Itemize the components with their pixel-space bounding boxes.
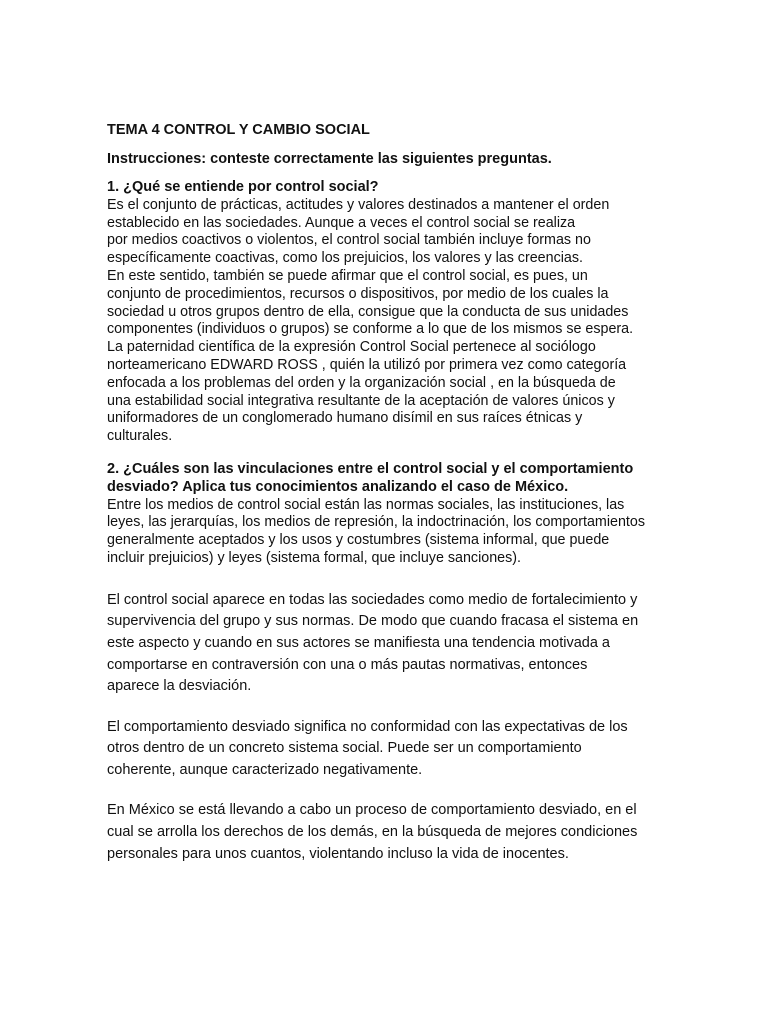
answer-1-text — [107, 197, 667, 446]
question-2-heading — [107, 461, 667, 497]
answer-1-line: culturales. — [107, 428, 173, 445]
answer-2-paragraph-3 — [107, 800, 667, 865]
answer-2-intro-line: Entre los medios de control social están las normas sociales, las instituciones, las — [107, 496, 625, 513]
answer-2-intro-line: incluir prejuicios) y leyes (sistema formal, que incluye sanciones). — [107, 549, 521, 566]
paragraph-line: comportarse en contraversión con una o más pautas normativas, entonces — [107, 656, 588, 673]
paragraph-line: El comportamiento desviado significa no conformidad con las expectativas de los — [107, 718, 628, 735]
question-2-line: 2. ¿Cuáles son las vinculaciones entre el control social y el comportamiento — [107, 460, 634, 477]
answer-1-line: Es el conjunto de prácticas, actitudes y valores destinados a mantener el orden — [107, 196, 610, 213]
document-page — [107, 121, 667, 865]
answer-1-line: uniformadores de un conglomerado humano disímil en sus raíces étnicas y — [107, 410, 583, 427]
answer-1-line: por medios coactivos o violentos, el control social también incluye formas no — [107, 232, 591, 249]
paragraph-line: coherente, aunque caracterizado negativamente. — [107, 761, 423, 778]
answer-1-line: enfocada a los problemas del orden y la organización social , en la búsqueda de — [107, 374, 616, 391]
question-2-line: desviado? Aplica tus conocimientos analizando el caso de México. — [107, 478, 569, 495]
instructions-text: Instrucciones: conteste correctamente las siguientes preguntas. — [107, 151, 552, 167]
paragraph-line: otros dentro de un concreto sistema social. Puede ser un comportamiento — [107, 740, 582, 757]
answer-2-paragraph-1 — [107, 590, 667, 698]
answer-1-line: norteamericano EDWARD ROSS , quién la utilizó por primera vez como categoría — [107, 356, 627, 373]
answer-1-line: establecido en las sociedades. Aunque a veces el control social se realiza — [107, 214, 576, 231]
answer-2-intro-line: leyes, las jerarquías, los medios de represión, la indoctrinación, los comportamientos — [107, 514, 645, 531]
answer-2-intro — [107, 497, 667, 568]
answer-1-line: En este sentido, también se puede afirmar que el control social, es pues, un — [107, 267, 588, 284]
paragraph-line: En México se está llevando a cabo un proceso de comportamiento desviado, en el — [107, 802, 637, 819]
answer-1-line: específicamente coactivas, como los prejuicios, los valores y las creencias. — [107, 250, 583, 267]
answer-1-line: una estabilidad social integrativa resultante de la aceptación de valores únicos y — [107, 392, 615, 409]
paragraph-line: El control social aparece en todas las sociedades como medio de fortalecimiento y — [107, 591, 638, 608]
answer-1-line: componentes (individuos o grupos) se conforme a lo que de los mismos se espera. — [107, 321, 634, 338]
answer-1-line: La paternidad científica de la expresión Control Social pertenece al sociólogo — [107, 339, 596, 356]
document-title: TEMA 4 CONTROL Y CAMBIO SOCIAL — [107, 122, 370, 138]
paragraph-line: personales para unos cuantos, violentando incluso la vida de inocentes. — [107, 845, 569, 862]
answer-1-line: conjunto de procedimientos, recursos o dispositivos, por medio de los cuales la — [107, 285, 609, 302]
paragraph-line: supervivencia del grupo y sus normas. De modo que cuando fracasa el sistema en — [107, 613, 639, 630]
answer-2-intro-line: generalmente aceptados y los usos y costumbres (sistema informal, que puede — [107, 532, 610, 549]
answer-2-paragraph-2 — [107, 717, 667, 782]
paragraph-line: este aspecto y cuando en sus actores se manifiesta una tendencia motivada a — [107, 634, 610, 651]
paragraph-line: cual se arrolla los derechos de los demás, en la búsqueda de mejores condiciones — [107, 824, 638, 841]
answer-1-line: sociedad u otros grupos dentro de ella, consigue que la conducta de sus unidades — [107, 303, 629, 320]
paragraph-line: aparece la desviación. — [107, 678, 252, 695]
question-1-heading: 1. ¿Qué se entiende por control social? — [107, 179, 379, 195]
